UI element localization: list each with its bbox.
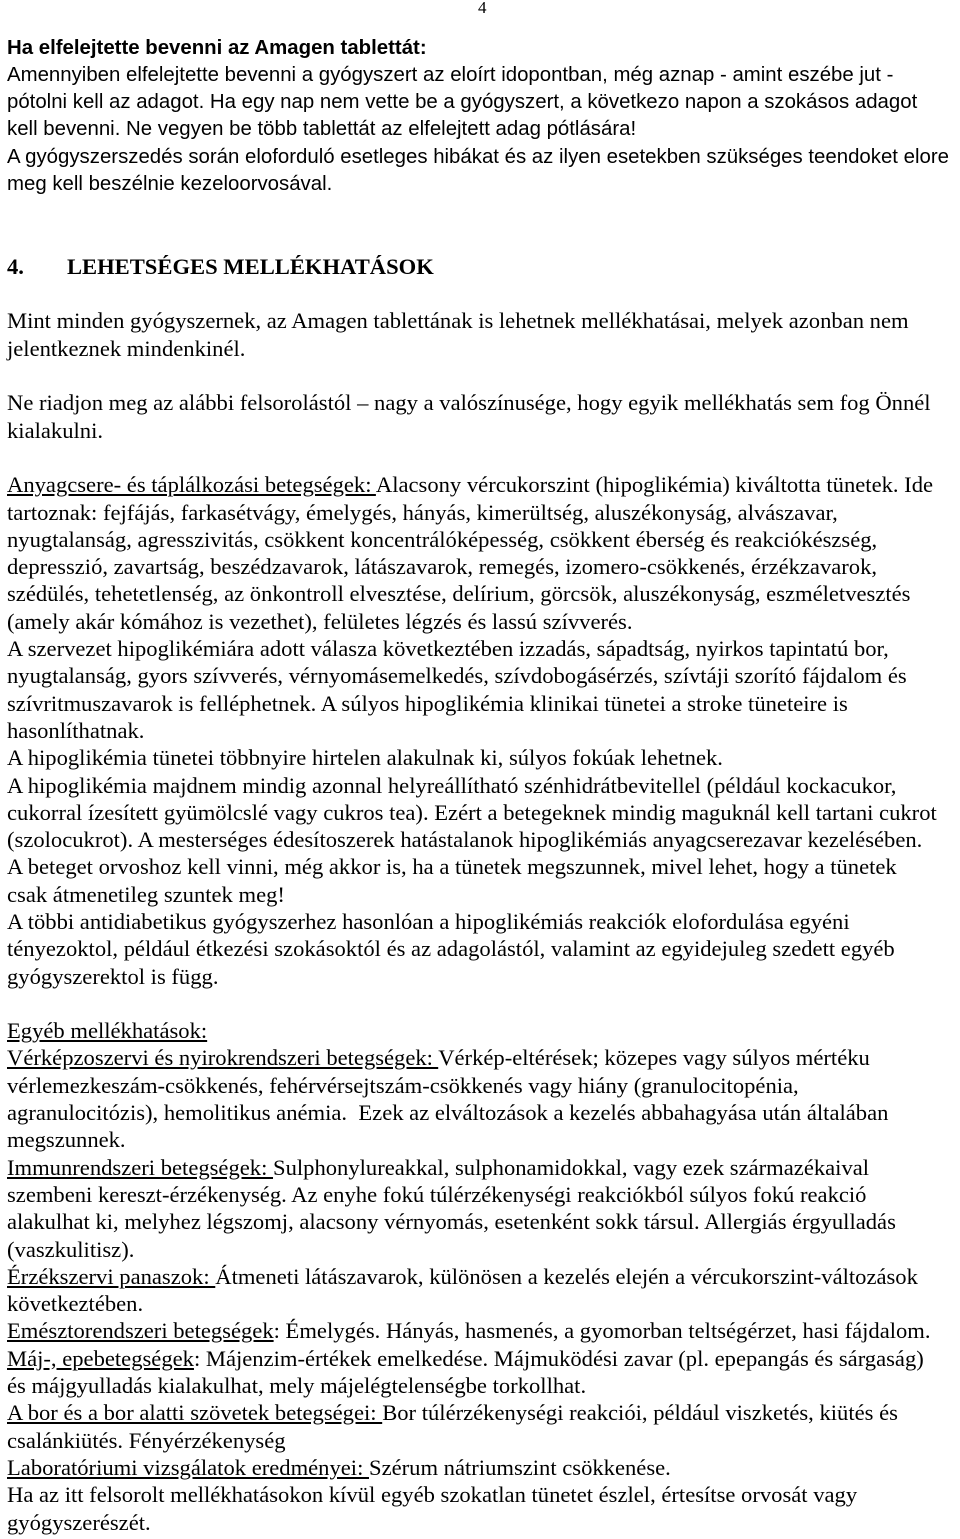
text-line: hasonlíthatnak.: [7, 717, 145, 743]
text-line: szembeni kereszt-érzékenység. Az enyhe fokú túlérzékenységi reakciókból súlyos fokú reakció: [7, 1181, 867, 1207]
document-body: [7, 35, 953, 1536]
text-line: Ha az itt felsorolt mellékhatásokon kívül egyéb szokatlan tünetet észlel, értesítse orvosát vagy: [7, 1482, 858, 1508]
text-line: [7, 1345, 953, 1372]
category-text: Bor túlérzékenységi reakciói, például viszketés, kiütés és: [382, 1400, 898, 1426]
text-line: gyógyszerektol is függ.: [7, 963, 219, 989]
text-line: nyugtalanság, agresszivitás, csökkent koncentrálóképesség, csökkent éberség és reakciókészség,: [7, 526, 878, 552]
text-line: A hipoglikémia tünetei többnyire hirtelen alakulnak ki, súlyos fokúak lehetnek.: [7, 745, 723, 771]
text-line: A hipoglikémia majdnem mindig azonnal helyreállítható szénhidrátbevitellel (például kockacukor,: [7, 772, 897, 798]
missed-dose-title: Ha elfelejtette bevenni az Amagen tablettát:: [7, 36, 427, 59]
text-line: és májgyulladás kialakulhat, mely májelégtelenségbe torkollhat.: [7, 1373, 587, 1399]
other-effects-heading: Egyéb mellékhatások:: [7, 1018, 208, 1044]
category-label: Máj-, epebetegségek: [7, 1345, 194, 1371]
text-line: (szolocukrot). A mesterséges édesítoszerek hatástalanok hipoglikémiás anyagcserezavar kezelésében.: [7, 827, 923, 853]
text-line: A szervezet hipoglikémiára adott válasza következtében izzadás, sápadtság, nyirkos tapintatú bor,: [7, 636, 889, 662]
paragraph-gap: [7, 362, 953, 389]
section-heading: [7, 253, 953, 280]
text-line: [7, 1263, 953, 1290]
text-line: következtében.: [7, 1291, 144, 1317]
text-line: [7, 1399, 953, 1426]
paragraph-gap: [7, 280, 953, 307]
text-line: csak átmenetileg szuntek meg!: [7, 881, 285, 907]
category-label: Vérképzoszervi és nyirokrendszeri betegségek:: [7, 1045, 439, 1071]
text-line: [7, 1154, 953, 1181]
category-label: Emésztorendszeri betegségek: [7, 1318, 274, 1344]
section-number: 4.: [7, 253, 24, 279]
text-line: jelentkeznek mindenkinél.: [7, 335, 246, 361]
text-line: A gyógyszerszedés során eloforduló esetleges hibákat és az ilyen esetekben szükséges teendoket elore: [7, 145, 949, 168]
text-line: szédülés, tehetetlenség, az önkontroll elvesztése, delírium, görcsök, aluszékonyság, eszméletvesztés: [7, 581, 911, 607]
page-number: 4: [478, 0, 487, 17]
category-text: : Májenzim-értékek emelkedése. Májmuködési zavar (pl. epepangás és sárgaság): [193, 1345, 924, 1371]
text-line: A beteget orvoshoz kell vinni, még akkor is, ha a tünetek megszunnek, mivel lehet, hogy a tünetek: [7, 854, 897, 880]
text-line: tartoznak: fejfájás, farkasétvágy, émelygés, hányás, kimerültség, aluszékonyság, alvászavar,: [7, 499, 838, 525]
text-line: (amely akár kómához is vezethet), felületes légzés és lassú szívverés.: [7, 608, 633, 634]
category-label: Laboratóriumi vizsgálatok eredményei:: [7, 1454, 369, 1480]
category-text: Szérum nátriumszint csökkenése.: [369, 1454, 671, 1480]
text-line: szívritmuszavarok is felléphetnek. A súlyos hipoglikémia klinikai tünetei a stroke tüneteire is: [7, 690, 848, 716]
text-line: cukorral ízesített gyümölcslé vagy cukros tea). Ezért a betegeknek mindig maguknál kell tartani cukrot: [7, 799, 937, 825]
text-line: agranulocitózis), hemolitikus anémia. Ezek az elváltozások a kezelés abbahagyása után általában: [7, 1100, 889, 1126]
category-label: Immunrendszeri betegségek:: [7, 1154, 274, 1180]
text-line: [7, 1017, 953, 1044]
category-text: : Émelygés. Hányás, hasmenés, a gyomorban teltségérzet, hasi fájdalom.: [273, 1318, 931, 1344]
category-text: Vérkép-eltérések; közepes vagy súlyos mértéku: [438, 1045, 870, 1071]
text-line: gyógyszerészét.: [7, 1509, 151, 1535]
category-label: Anyagcsere- és táplálkozási betegségek:: [7, 472, 376, 498]
category-text: Átmeneti látászavarok, különösen a kezelés elején a vércukorszint-változások: [215, 1263, 918, 1289]
text-line: Ne riadjon meg az alábbi felsorolástól – nagy a valószínusége, hogy egyik mellékhatás sem fog Önnél: [7, 390, 931, 416]
text-line: nyugtalanság, gyors szívverés, vérnyomásemelkedés, szívdobogásérzés, szívtáji szorító fájdalom és: [7, 663, 907, 689]
category-text: Sulphonylureakkal, sulphonamidokkal, vagy ezek származékaival: [273, 1154, 870, 1180]
text-line: vérlemezkeszám-csökkenés, fehérvérsejtszám-csökkenés vagy hiány (granulocitopénia,: [7, 1072, 799, 1098]
paragraph-gap: [7, 226, 953, 253]
text-line: alakulhat ki, melyhez légszomj, alacsony vérnyomás, esetenként sokk társul. Allergiás érgyulladás: [7, 1209, 896, 1235]
category-label: A bor és a bor alatti szövetek betegségei:: [7, 1400, 383, 1426]
text-line: megszunnek.: [7, 1127, 126, 1153]
paragraph-gap: [7, 198, 953, 225]
text-line: Mint minden gyógyszernek, az Amagen tablettának is lehetnek mellékhatásai, melyek azonban nem: [7, 308, 909, 334]
paragraph-gap: [7, 444, 953, 471]
text-line: [7, 471, 953, 498]
text-line: [7, 1454, 953, 1481]
text-line: csalánkiütés. Fényérzékenység: [7, 1427, 286, 1453]
text-line: depresszió, zavartság, beszédzavarok, látászavarok, remegés, izomero-csökkenés, érzékzavarok,: [7, 554, 878, 580]
text-line: kialakulni.: [7, 417, 104, 443]
text-line: tényezoktol, például étkezési szokásoktól és az adagolástól, valamint az egyidejuleg szedett egyéb: [7, 936, 895, 962]
text-line: A többi antidiabetikus gyógyszerhez hasonlóan a hipoglikémiás reakciók elofordulása egyéni: [7, 909, 850, 934]
text-line: Amennyiben elfelejtette bevenni a gyógyszert az eloírt idopontban, még aznap - amint eszébe jut -: [7, 63, 894, 86]
category-text: Alacsony vércukorszint (hipoglikémia) kiváltotta tünetek. Ide: [375, 472, 934, 498]
text-line: kell bevenni. Ne vegyen be több tablettát az elfelejtett adag pótlására!: [7, 118, 637, 141]
section-title: LEHETSÉGES MELLÉKHATÁSOK: [66, 253, 434, 279]
text-line: meg kell beszélnie kezeloorvosával.: [7, 172, 333, 195]
paragraph-gap: [7, 990, 953, 1017]
text-line: [7, 1044, 953, 1071]
text-line: pótolni kell az adagot. Ha egy nap nem vette be a gyógyszert, a következo napon a szokásos adagot: [7, 91, 918, 114]
text-line: [7, 1317, 953, 1344]
text-line: (vaszkulitisz).: [7, 1236, 135, 1262]
category-label: Érzékszervi panaszok:: [7, 1263, 216, 1289]
